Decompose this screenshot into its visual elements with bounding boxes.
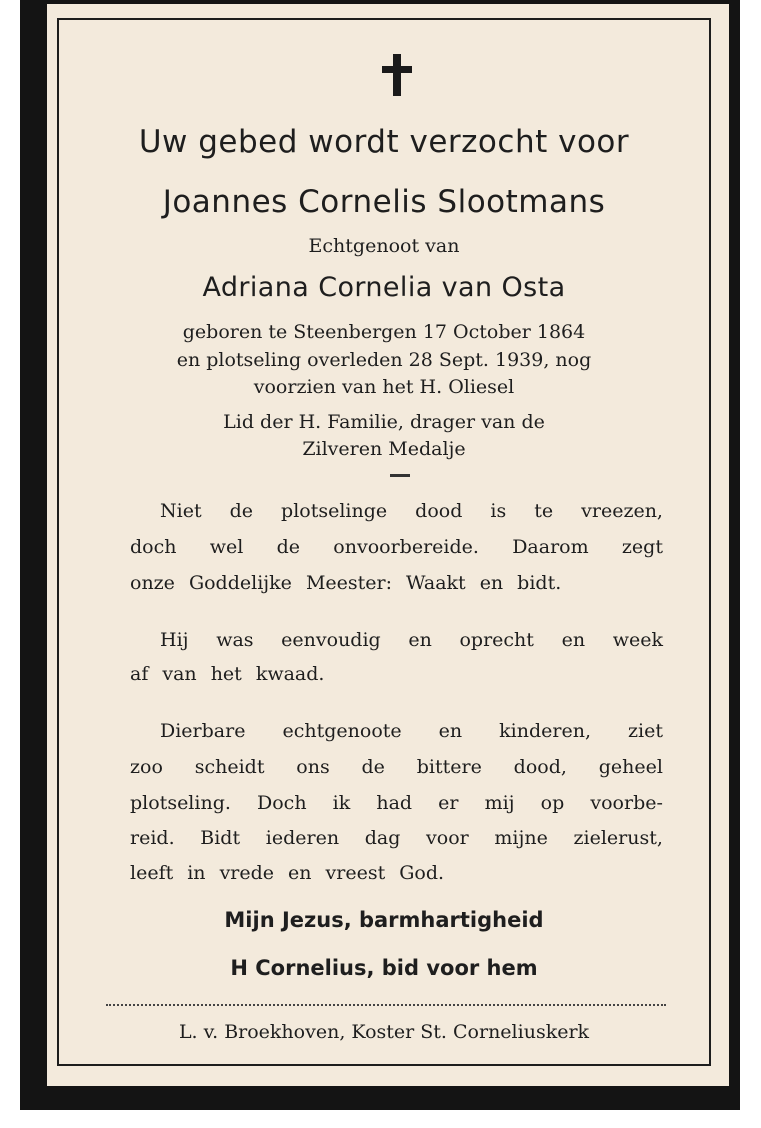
word: leeft <box>130 862 174 884</box>
death-line: en plotseling overleden 28 Sept. 1939, nog <box>176 349 592 371</box>
word: het <box>210 663 242 685</box>
word: onze <box>130 572 175 594</box>
dotted-divider <box>106 1004 666 1006</box>
paragraph-line <box>59 720 709 742</box>
word: plotseling. <box>130 792 231 814</box>
separator-dash <box>390 474 410 477</box>
sacrament-line: voorzien van het H. Oliesel <box>253 376 515 398</box>
deceased-name: Joannes Cornelis Slootmans <box>162 184 606 220</box>
paragraph-line <box>59 827 709 849</box>
word: doch <box>130 536 177 558</box>
word: bittere <box>416 756 482 778</box>
word: zielerust, <box>573 827 663 849</box>
cross-icon <box>382 54 412 96</box>
word: iederen <box>265 827 340 849</box>
word: wel <box>209 536 244 558</box>
word: Waakt <box>406 572 466 594</box>
paragraph-line <box>59 663 709 685</box>
word: mijne <box>494 827 548 849</box>
word: Dierbare <box>160 720 246 742</box>
word: te <box>534 500 554 522</box>
word: en <box>408 629 432 651</box>
word: Niet <box>160 500 202 522</box>
relation-label: Echtgenoot van <box>308 235 460 257</box>
printer-credit: L. v. Broekhoven, Koster St. Corneliuskerk <box>178 1021 590 1043</box>
word: de <box>276 536 301 558</box>
word: mij <box>484 792 515 814</box>
word: zegt <box>621 536 663 558</box>
word: zoo <box>130 756 163 778</box>
word: dood <box>415 500 463 522</box>
membership-line: Lid der H. Familie, drager van de <box>223 411 545 433</box>
prayer-line-1: Mijn Jezus, barmhartigheid <box>224 908 544 932</box>
word: had <box>376 792 413 814</box>
word: er <box>438 792 459 814</box>
paragraph-line <box>59 536 709 558</box>
word: voorbe- <box>590 792 663 814</box>
word: af <box>130 663 149 685</box>
word: voor <box>426 827 469 849</box>
word: bidt. <box>517 572 562 594</box>
word: God. <box>399 862 445 884</box>
paragraph-line <box>59 862 709 884</box>
word: de <box>229 500 254 522</box>
inner-frame <box>57 18 711 1066</box>
word: dood, <box>513 756 567 778</box>
word: dag <box>364 827 401 849</box>
word: ik <box>332 792 351 814</box>
word: vreest <box>325 862 386 884</box>
word: Daarom <box>512 536 589 558</box>
word: vrede <box>219 862 275 884</box>
word: scheidt <box>194 756 265 778</box>
word: Doch <box>257 792 307 814</box>
word: is <box>490 500 507 522</box>
word: reid. <box>130 827 175 849</box>
paragraph-line <box>59 500 709 522</box>
spouse-name: Adriana Cornelia van Osta <box>202 272 566 303</box>
word: ziet <box>628 720 663 742</box>
medal-line: Zilveren Medalje <box>302 438 466 460</box>
word: Hij <box>160 629 189 651</box>
word: week <box>612 629 663 651</box>
word: eenvoudig <box>281 629 381 651</box>
word: vreezen, <box>581 500 663 522</box>
word: onvoorbereide. <box>333 536 479 558</box>
word: en <box>479 572 504 594</box>
word: kwaad. <box>255 663 325 685</box>
word: geheel <box>598 756 663 778</box>
birth-line: geboren te Steenbergen 17 October 1864 <box>182 321 586 343</box>
paragraph-line <box>59 792 709 814</box>
word: en <box>561 629 586 651</box>
word: kinderen, <box>499 720 592 742</box>
word: in <box>187 862 206 884</box>
word: op <box>540 792 565 814</box>
word: echtgenoote <box>282 720 402 742</box>
word: plotselinge <box>281 500 388 522</box>
word: van <box>162 663 197 685</box>
prayer-request: Uw gebed wordt verzocht voor <box>138 124 630 160</box>
memorial-card <box>20 0 740 1110</box>
paragraph-line <box>59 629 709 651</box>
paragraph-line <box>59 756 709 778</box>
word: Goddelijke <box>188 572 292 594</box>
paragraph-line <box>59 572 709 594</box>
word: oprecht <box>459 629 534 651</box>
word: en <box>438 720 463 742</box>
word: ons <box>296 756 330 778</box>
word: Bidt <box>200 827 241 849</box>
prayer-line-2: H Cornelius, bid voor hem <box>230 956 538 980</box>
word: was <box>216 629 254 651</box>
word: de <box>361 756 385 778</box>
word: Meester: <box>305 572 392 594</box>
word: en <box>288 862 312 884</box>
